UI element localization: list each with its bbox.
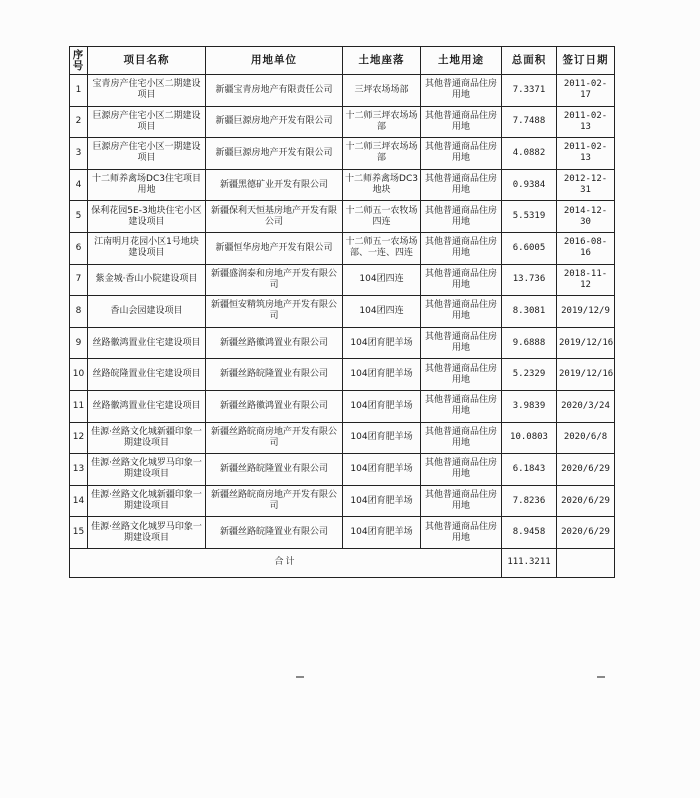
header-cell-no: 序号 [70, 47, 88, 75]
land-location: 104团育肥羊场 [343, 327, 421, 359]
total-area-value: 8.9458 [502, 517, 557, 549]
header-cell-location: 土地座落 [343, 47, 421, 75]
land-location: 104团育肥羊场 [343, 422, 421, 454]
land-use: 其他普通商品住房用地 [421, 390, 502, 422]
total-row [70, 548, 615, 577]
land-location: 三坪农场场部 [343, 75, 421, 107]
table-row [70, 138, 615, 170]
header-cell-use: 土地用途 [421, 47, 502, 75]
row-number: 2 [70, 106, 88, 138]
total-area-value: 9.6888 [502, 327, 557, 359]
land-user: 新疆巨源房地产开发有限公司 [206, 138, 343, 170]
table-row [70, 106, 615, 138]
signing-date: 2019/12/16 [557, 359, 615, 391]
signing-date: 2020/6/29 [557, 485, 615, 517]
row-number: 4 [70, 169, 88, 201]
land-use: 其他普通商品住房用地 [421, 359, 502, 391]
total-area-value: 5.5319 [502, 201, 557, 233]
total-area-value: 8.3081 [502, 296, 557, 328]
project-name: 紫金城·香山小院建设项目 [88, 264, 206, 296]
signing-date: 2014-12-30 [557, 201, 615, 233]
scan-mark [296, 676, 304, 678]
land-location: 104团育肥羊场 [343, 485, 421, 517]
land-use: 其他普通商品住房用地 [421, 264, 502, 296]
land-use: 其他普通商品住房用地 [421, 454, 502, 486]
land-location: 十二师养禽场DC3地块 [343, 169, 421, 201]
total-area-value: 7.3371 [502, 75, 557, 107]
table-row [70, 517, 615, 549]
total-area-value: 3.9839 [502, 390, 557, 422]
total-area-value: 13.736 [502, 264, 557, 296]
land-location: 十二师五一农牧场四连 [343, 201, 421, 233]
project-name: 香山会园建设项目 [88, 296, 206, 328]
land-location: 十二师三坪农场场部 [343, 106, 421, 138]
land-user: 新疆宝青房地产有限责任公司 [206, 75, 343, 107]
land-use: 其他普通商品住房用地 [421, 201, 502, 233]
land-user: 新疆丝路皖商房地产开发有限公司 [206, 422, 343, 454]
project-name: 佳源·丝路文化城新疆印象一期建设项目 [88, 485, 206, 517]
land-use: 其他普通商品住房用地 [421, 485, 502, 517]
project-name: 佳源·丝路文化城罗马印象一期建设项目 [88, 454, 206, 486]
table-row [70, 422, 615, 454]
land-use: 其他普通商品住房用地 [421, 106, 502, 138]
table-row [70, 359, 615, 391]
land-use: 其他普通商品住房用地 [421, 169, 502, 201]
land-user: 新疆丝路皖隆置业有限公司 [206, 517, 343, 549]
land-location: 104团四连 [343, 296, 421, 328]
signing-date: 2019/12/9 [557, 296, 615, 328]
project-name: 巨源房产住宅小区一期建设项目 [88, 138, 206, 170]
signing-date: 2012-12-31 [557, 169, 615, 201]
land-use: 其他普通商品住房用地 [421, 232, 502, 264]
land-user: 新疆丝路皖隆置业有限公司 [206, 454, 343, 486]
land-use: 其他普通商品住房用地 [421, 422, 502, 454]
total-area-value: 5.2329 [502, 359, 557, 391]
signing-date: 2011-02-13 [557, 138, 615, 170]
table-header-row [70, 47, 615, 75]
land-location: 十二师三坪农场场部 [343, 138, 421, 170]
table-row [70, 232, 615, 264]
land-user: 新疆巨源房地产开发有限公司 [206, 106, 343, 138]
signing-date: 2018-11-12 [557, 264, 615, 296]
table-row [70, 201, 615, 233]
project-name: 丝路徽鸿置业住宅建设项目 [88, 390, 206, 422]
table-row [70, 296, 615, 328]
total-area-value: 10.0803 [502, 422, 557, 454]
row-number: 6 [70, 232, 88, 264]
signing-date: 2011-02-13 [557, 106, 615, 138]
signing-date: 2016-08-16 [557, 232, 615, 264]
land-user: 新疆丝路皖隆置业有限公司 [206, 359, 343, 391]
table-row [70, 390, 615, 422]
header-cell-unit: 用地单位 [206, 47, 343, 75]
row-number: 11 [70, 390, 88, 422]
land-use: 其他普通商品住房用地 [421, 138, 502, 170]
row-number: 8 [70, 296, 88, 328]
land-location: 104团育肥羊场 [343, 390, 421, 422]
land-transfer-table [69, 46, 615, 578]
project-name: 丝路徽鸿置业住宅建设项目 [88, 327, 206, 359]
signing-date: 2019/12/16 [557, 327, 615, 359]
total-area-value: 4.0882 [502, 138, 557, 170]
row-number: 12 [70, 422, 88, 454]
project-name: 佳源·丝路文化城罗马印象一期建设项目 [88, 517, 206, 549]
land-use: 其他普通商品住房用地 [421, 517, 502, 549]
project-name: 佳源·丝路文化城新疆印象一期建设项目 [88, 422, 206, 454]
table-row [70, 327, 615, 359]
land-user: 新疆恒华房地产开发有限公司 [206, 232, 343, 264]
total-empty-cell [557, 548, 615, 577]
land-user: 新疆丝路徽鸿置业有限公司 [206, 390, 343, 422]
land-user: 新疆保利天恒基房地产开发有限公司 [206, 201, 343, 233]
land-location: 104团育肥羊场 [343, 454, 421, 486]
land-user: 新疆盛润泰和房地产开发有限公司 [206, 264, 343, 296]
project-name: 江南明月花园小区1号地块建设项目 [88, 232, 206, 264]
row-number: 13 [70, 454, 88, 486]
land-user: 新疆黑德矿业开发有限公司 [206, 169, 343, 201]
table-row [70, 75, 615, 107]
row-number: 7 [70, 264, 88, 296]
land-location: 104团育肥羊场 [343, 517, 421, 549]
table-row [70, 169, 615, 201]
signing-date: 2020/3/24 [557, 390, 615, 422]
total-label: 合计 [70, 548, 502, 577]
land-use: 其他普通商品住房用地 [421, 296, 502, 328]
total-area-value: 7.7488 [502, 106, 557, 138]
row-number: 15 [70, 517, 88, 549]
row-number: 14 [70, 485, 88, 517]
row-number: 3 [70, 138, 88, 170]
land-user: 新疆丝路皖商房地产开发有限公司 [206, 485, 343, 517]
land-location: 104团育肥羊场 [343, 359, 421, 391]
project-name: 巨源房产住宅小区二期建设项目 [88, 106, 206, 138]
header-cell-date: 签订日期 [557, 47, 615, 75]
signing-date: 2020/6/8 [557, 422, 615, 454]
table-body [70, 75, 615, 549]
signing-date: 2011-02-17 [557, 75, 615, 107]
scan-mark [597, 676, 605, 678]
row-number: 5 [70, 201, 88, 233]
row-number: 9 [70, 327, 88, 359]
land-use: 其他普通商品住房用地 [421, 75, 502, 107]
total-area-value: 0.9384 [502, 169, 557, 201]
project-name: 宝青房产住宅小区二期建设项目 [88, 75, 206, 107]
table-row [70, 485, 615, 517]
signing-date: 2020/6/29 [557, 517, 615, 549]
table-row [70, 264, 615, 296]
project-name: 丝路皖隆置业住宅建设项目 [88, 359, 206, 391]
land-location: 十二师五一农场场部、一连、四连 [343, 232, 421, 264]
table-row [70, 454, 615, 486]
project-name: 保利花园5E-3地块住宅小区建设项目 [88, 201, 206, 233]
project-name: 十二师养禽场DC3住宅项目用地 [88, 169, 206, 201]
total-area-value: 7.8236 [502, 485, 557, 517]
header-cell-area: 总面积 [502, 47, 557, 75]
total-area-value: 6.1843 [502, 454, 557, 486]
header-cell-project: 项目名称 [88, 47, 206, 75]
land-location: 104团四连 [343, 264, 421, 296]
row-number: 10 [70, 359, 88, 391]
total-area: 111.3211 [502, 548, 557, 577]
land-user: 新疆恒安精筑房地产开发有限公司 [206, 296, 343, 328]
total-area-value: 6.6005 [502, 232, 557, 264]
signing-date: 2020/6/29 [557, 454, 615, 486]
land-use: 其他普通商品住房用地 [421, 327, 502, 359]
land-user: 新疆丝路徽鸿置业有限公司 [206, 327, 343, 359]
row-number: 1 [70, 75, 88, 107]
